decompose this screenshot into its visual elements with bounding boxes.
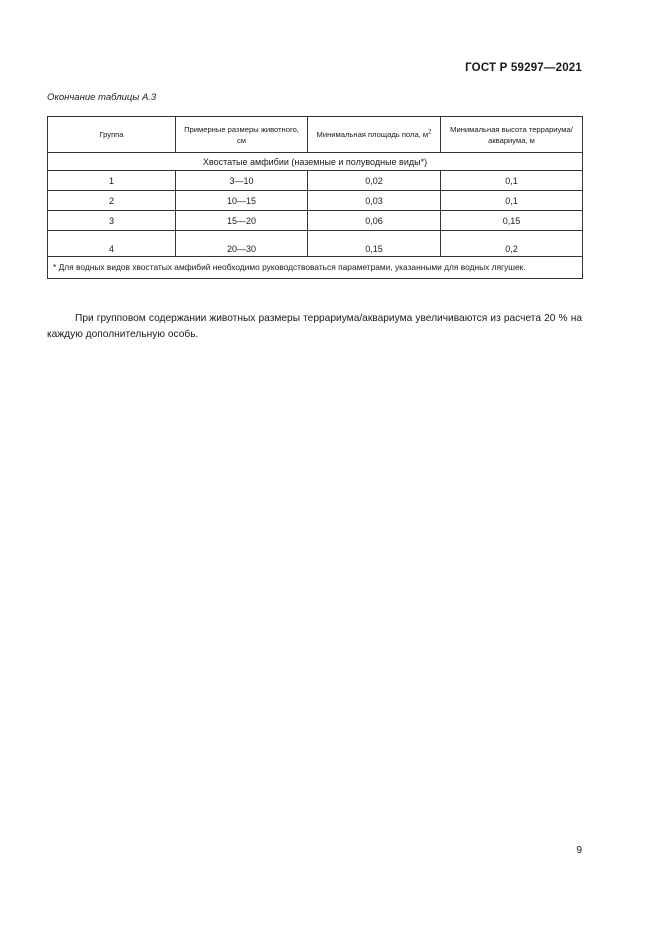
table-caption: Окончание таблицы А.3 xyxy=(47,92,157,103)
page-number: 9 xyxy=(576,845,582,856)
column-header-size: Примерные размеры животного, см xyxy=(176,117,308,153)
table-row xyxy=(48,191,583,211)
cell-group: 4 xyxy=(48,231,176,257)
cell-size: 3—10 xyxy=(176,171,308,191)
cell-height: 0,1 xyxy=(441,171,583,191)
table-row xyxy=(48,231,583,257)
cell-group: 2 xyxy=(48,191,176,211)
cell-height: 0,2 xyxy=(441,231,583,257)
column-header-height: Минимальная высота террариума/аквариума, м xyxy=(441,117,583,153)
enclosure-size-table xyxy=(47,116,583,279)
table-footnote: * Для водных видов хвостатых амфибий необходимо руководствоваться параметрами, указанными для водных лягушек. xyxy=(48,257,583,279)
cell-group: 1 xyxy=(48,171,176,191)
area-unit-exponent: 2 xyxy=(428,129,432,136)
cell-height: 0,15 xyxy=(441,211,583,231)
cell-area: 0,03 xyxy=(308,191,441,211)
cell-area: 0,02 xyxy=(308,171,441,191)
cell-area: 0,06 xyxy=(308,211,441,231)
group-title: Хвостатые амфибии (наземные и полуводные виды*) xyxy=(48,153,583,171)
cell-height: 0,1 xyxy=(441,191,583,211)
cell-group: 3 xyxy=(48,211,176,231)
group-title-row xyxy=(48,153,583,171)
cell-size: 20—30 xyxy=(176,231,308,257)
footnote-row xyxy=(48,257,583,279)
document-number: ГОСТ Р 59297—2021 xyxy=(465,62,582,74)
table-row xyxy=(48,171,583,191)
cell-size: 15—20 xyxy=(176,211,308,231)
cell-size: 10—15 xyxy=(176,191,308,211)
body-paragraph: При групповом содержании животных размеры террариума/аквариума увеличиваются из расчета 20 % на каждую дополнительную особь. xyxy=(47,313,582,341)
table-header-row xyxy=(48,117,583,153)
table-row xyxy=(48,211,583,231)
cell-area: 0,15 xyxy=(308,231,441,257)
column-header-group: Группа xyxy=(48,117,176,153)
column-header-area: Минимальная площадь пола, $м^2$ xyxy=(308,117,441,153)
